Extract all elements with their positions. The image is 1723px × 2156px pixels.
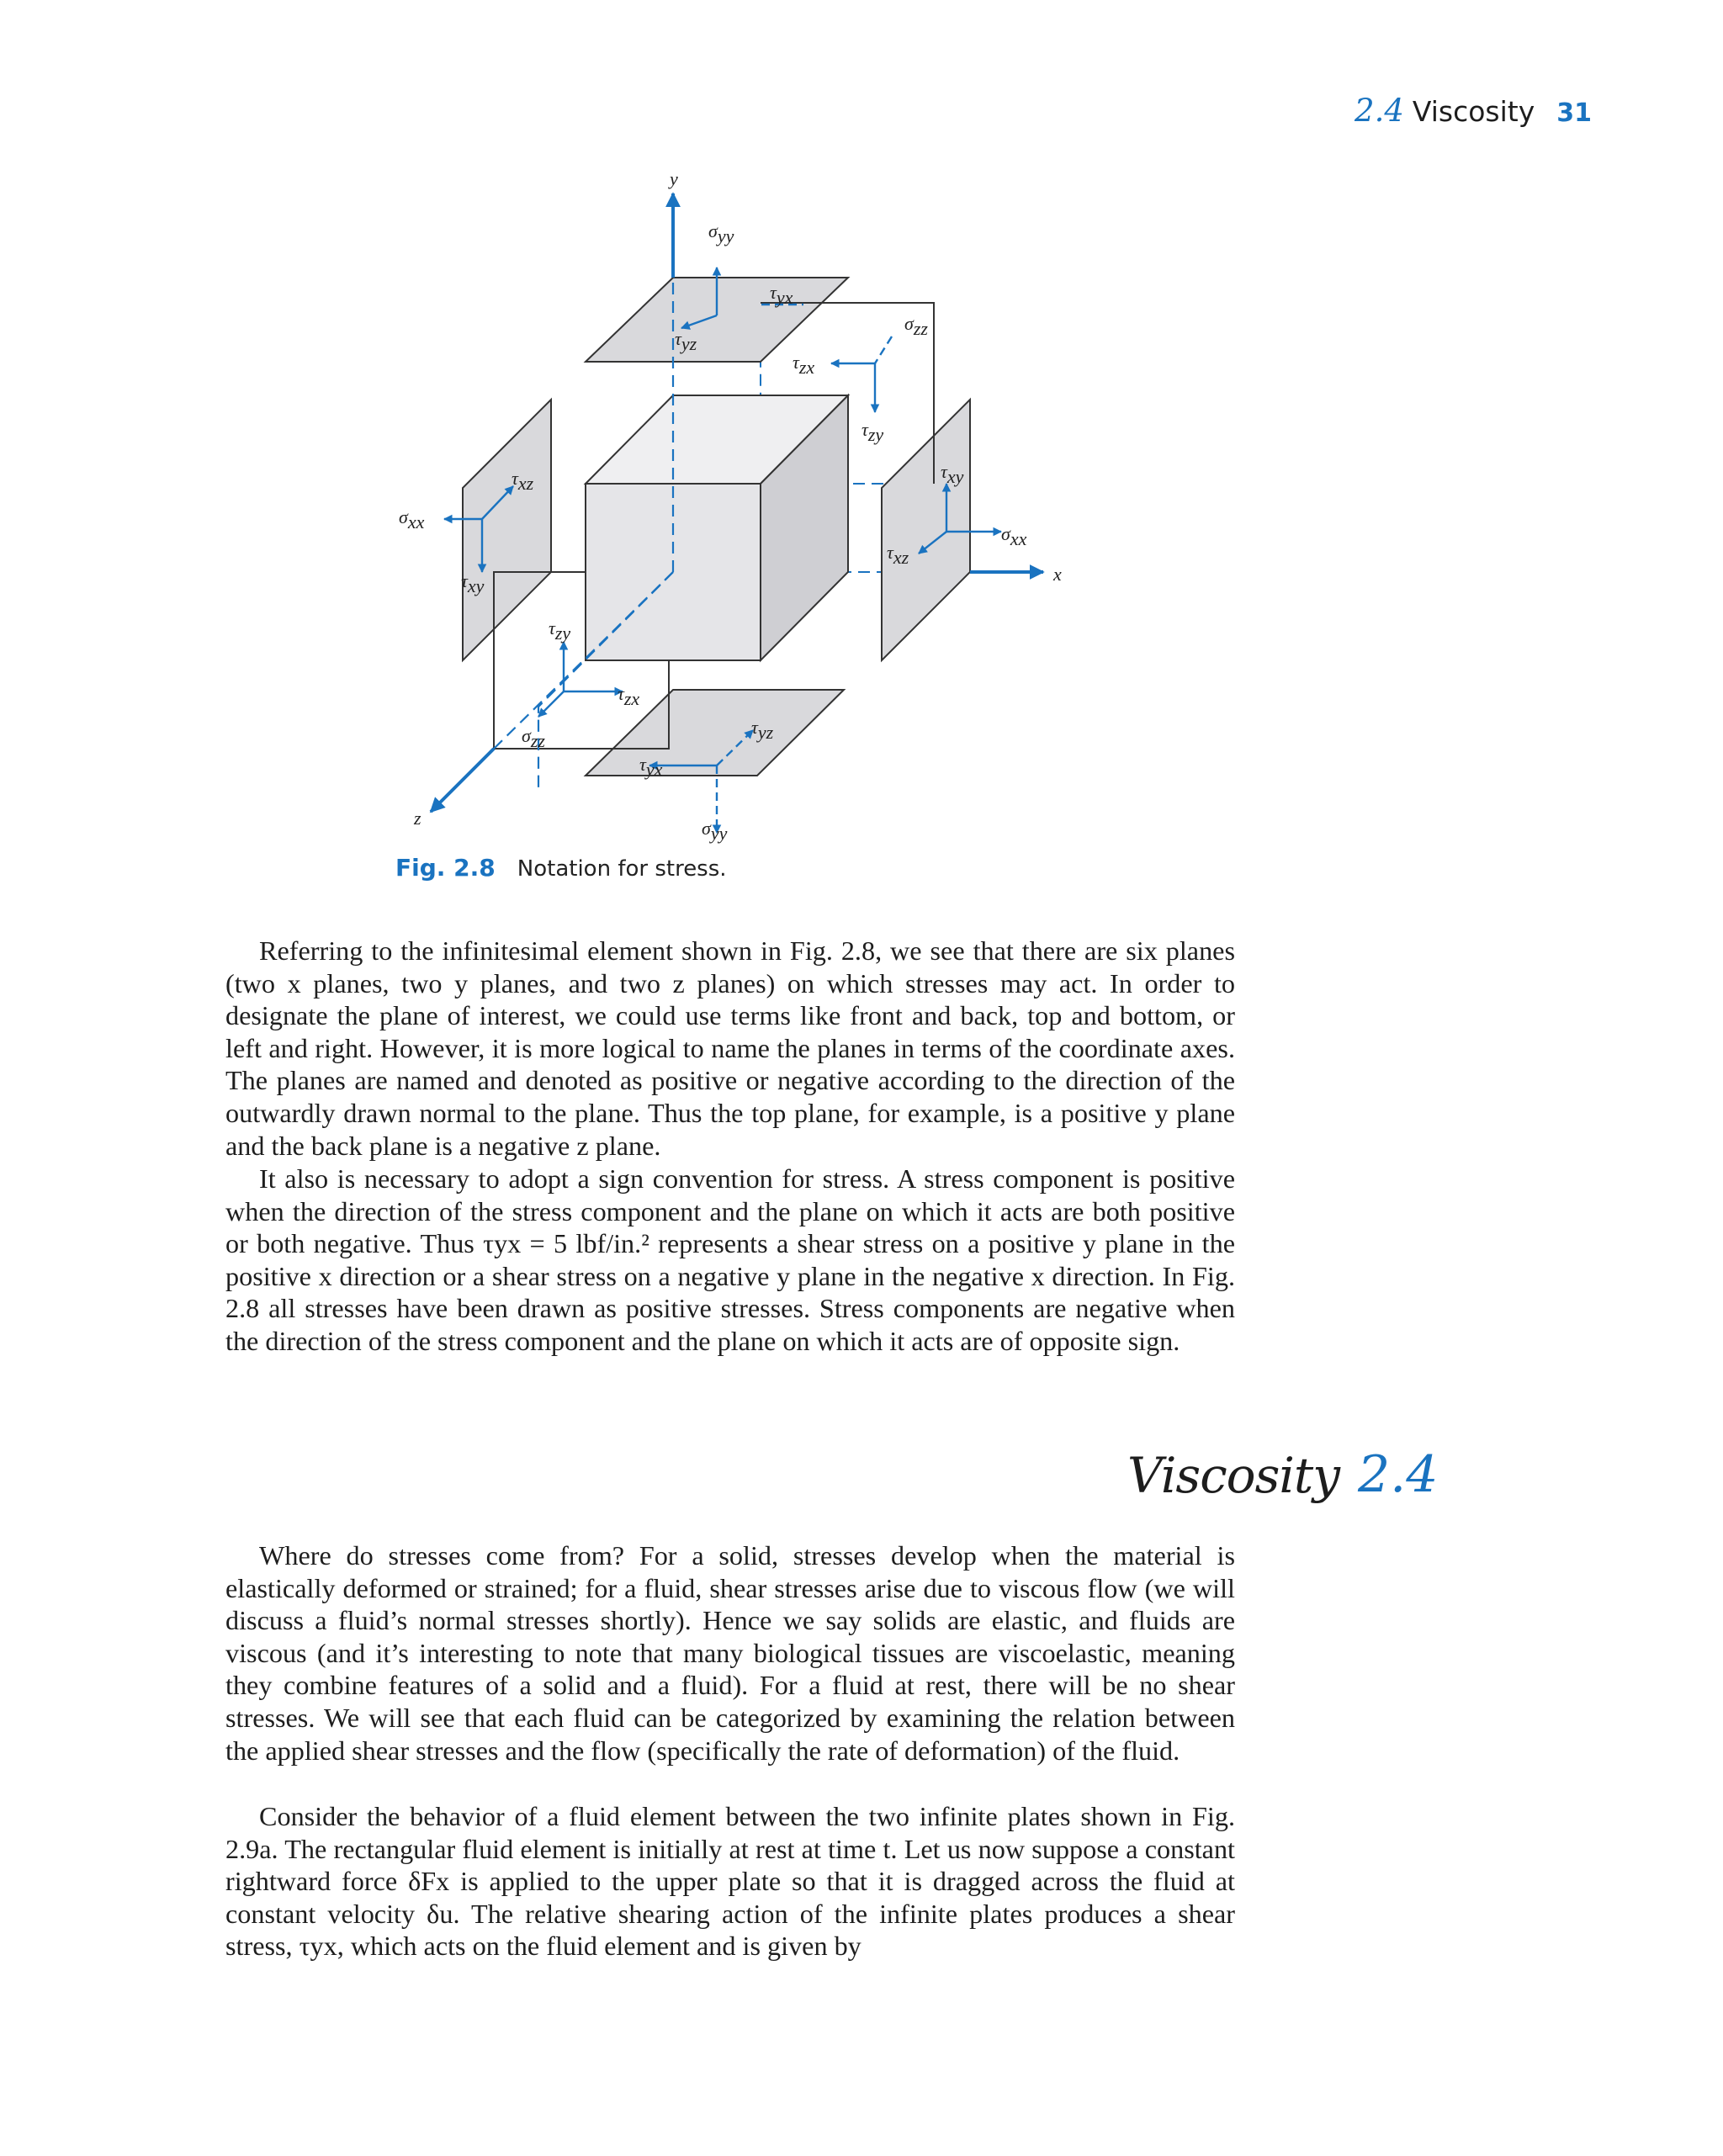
paragraph-sign-convention: It also is necessary to adopt a sign convention for stress. A stress component is positive when the direction of the stress component and the plane on which it acts are both positive or both negative. Thus τyx = 5 lbf/in.² represents a shear stress on a positive y plane in the positive x direction or a shear stress on a negative y plane in the negative x direction. In Fig. 2.8 all stresses have been drawn as positive stresses. Stress components are negative when the direction of the stress component and the plane on which it acts are of opposite sign. [225, 1163, 1235, 1356]
axis-label-y: y [670, 168, 678, 189]
figure-caption [395, 854, 727, 882]
label-tau-xz-right: τxz [887, 542, 909, 568]
figure-caption-text: Notation for stress. [517, 856, 727, 882]
axis-label-z: z [414, 808, 421, 829]
label-sigma-xx-left: σxx [399, 506, 425, 532]
label-tau-yx-bottom: τyx [639, 754, 663, 780]
header-section-number: 2.4 [1355, 93, 1404, 129]
label-tau-yx-top: τyx [770, 282, 793, 308]
label-sigma-yy-bottom: σyy [702, 818, 728, 844]
axis-label-x: x [1053, 564, 1062, 585]
paragraph-planes: Referring to the infinitesimal element shown in Fig. 2.8, we see that there are six planes (two x planes, two y planes, and two z planes) on which stresses may act. In order to designate the plane of interest, we could use terms like front and back, top and bottom, or left and right. However, it is more logical to name the planes in terms of the coordinate axes. The planes are named and denoted as positive or negative according to the direction of the outwardly drawn normal to the plane. Thus the top plane, for example, is a positive y plane and the back plane is a negative z plane. [225, 935, 1235, 1161]
section-heading-number: 2.4 [1358, 1445, 1439, 1504]
label-sigma-yy-top: σyy [708, 220, 734, 246]
label-sigma-xx-right: σxx [1001, 523, 1027, 549]
label-sigma-zz-front: σzz [522, 725, 545, 751]
label-tau-yz-bottom: τyz [751, 717, 774, 743]
section-heading [1127, 1445, 1439, 1504]
label-tau-xy-right: τxy [941, 461, 964, 487]
figure-caption-number: Fig. 2.8 [395, 854, 496, 882]
label-sigma-zz-back: σzz [904, 313, 928, 339]
label-tau-zy-back: τzy [862, 419, 884, 445]
paragraph-fluid-element: Consider the behavior of a fluid element between the two infinite plates shown in Fig. 2.9a. The rectangular fluid element is initially at rest at time t. Let us now suppose a constant rightward force δFx is applied to the upper plate so that it is dragged across the fluid at constant velocity δu. The relative shearing action of the infinite plates produces a shear stress, τyx, which acts on the fluid element and is given by [225, 1801, 1235, 1962]
section-heading-title: Viscosity [1127, 1447, 1339, 1504]
header-section-title: Viscosity [1412, 95, 1535, 128]
right-plane [882, 400, 970, 660]
label-tau-xz-left: τxz [512, 468, 534, 494]
stress-notation-figure [0, 0, 1723, 892]
left-plane [463, 400, 551, 660]
cube [586, 395, 848, 660]
label-tau-xy-left: τxy [461, 570, 485, 596]
label-tau-yz-top: τyz [675, 328, 697, 354]
page-number: 31 [1556, 98, 1592, 128]
label-tau-zx-back: τzx [793, 352, 815, 378]
paragraph-stress-origins: Where do stresses come from? For a solid, stresses develop when the material is elastically deformed or strained; for a fluid, shear stresses arise due to viscous flow (we will discuss a fluid’s normal stresses shortly). Hence we say solids are elastic, and fluids are viscous (and it’s interesting to note that many biological tissues are viscoelastic, meaning they combine features of a solid and a fluid). For a fluid at rest, there will be no shear stresses. We will see that each fluid can be categorized by examining the relation between the applied shear stresses and the flow (specifically the rate of deformation) of the fluid. [225, 1540, 1235, 1766]
label-tau-zy-front: τzy [549, 617, 571, 644]
label-tau-zx-front: τzx [618, 683, 640, 709]
